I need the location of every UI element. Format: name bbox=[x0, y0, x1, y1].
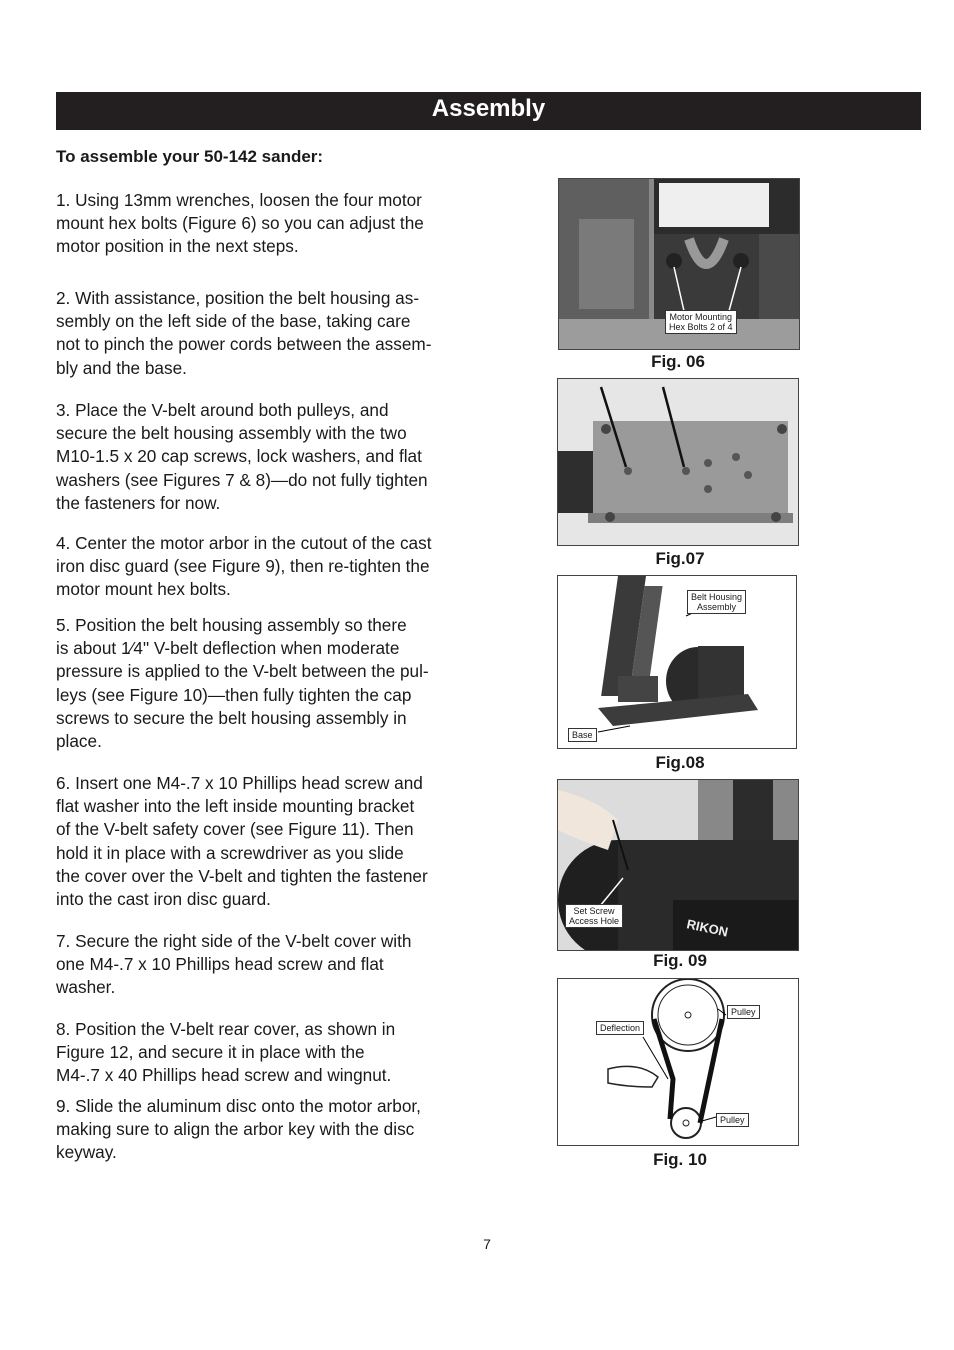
figure-06-photo bbox=[558, 178, 800, 350]
figure-09-photo bbox=[557, 779, 799, 951]
step-4: 4. Center the motor arbor in the cutout of the cast iron disc guard (see Figure 9), then re-tighten the motor mount hex bolts. bbox=[56, 533, 432, 600]
section-title-banner: Assembly bbox=[56, 92, 921, 130]
sander-assembly-illustration bbox=[558, 576, 796, 748]
figure-07-photo bbox=[557, 378, 799, 546]
callout-set-screw: Set Screw Access Hole bbox=[565, 904, 623, 928]
step-6: 6. Insert one M4-.7 x 10 Phillips head screw and flat washer into the left inside mounting bracket of the V-belt safety cover (see Figure 11). Then hold it in place with a screwdriver as you slide the cover over the V-belt and tighten the fastener into the cast iron disc guard. bbox=[56, 773, 428, 910]
figure-09-caption: Fig. 09 bbox=[653, 951, 707, 970]
figure-07-caption: Fig.07 bbox=[655, 549, 705, 568]
figure-06-caption: Fig. 06 bbox=[651, 352, 705, 371]
callout-base: Base bbox=[568, 728, 597, 742]
step-7: 7. Secure the right side of the V-belt cover with one M4-.7 x 10 Phillips head screw and flat washer. bbox=[56, 931, 412, 998]
step-1: 1. Using 13mm wrenches, loosen the four motor mount hex bolts (Figure 6) so you can adjust the motor position in the next steps. bbox=[56, 190, 424, 257]
step-5: 5. Position the belt housing assembly so there is about 1⁄4" V-belt deflection when moderate pressure is applied to the V-belt between the pul- leys (see Figure 10)—then fully tighten the cap screws to secure the belt housing assembly in place. bbox=[56, 615, 429, 752]
step-8: 8. Position the V-belt rear cover, as shown in Figure 12, and secure it in place with the M4-.7 x 40 Phillips head screw and wingnut. bbox=[56, 1019, 396, 1086]
step-2: 2. With assistance, position the belt housing as- sembly on the left side of the base, taking care not to pinch the power cords between the assem- bly and the base. bbox=[56, 288, 432, 378]
figure-08-caption: Fig.08 bbox=[655, 753, 705, 772]
rikon-brand-text: RIKON bbox=[685, 916, 730, 940]
callout-deflection: Deflection bbox=[596, 1021, 644, 1035]
callout-pulley-bottom: Pulley bbox=[716, 1113, 749, 1127]
figure-08-photo bbox=[557, 575, 797, 749]
intro-heading: To assemble your 50-142 sander: bbox=[56, 147, 324, 166]
page-number: 7 bbox=[483, 1236, 491, 1252]
callout-belt-housing: Belt Housing Assembly bbox=[687, 590, 746, 614]
callout-motor-mount-bolts: Motor Mounting Hex Bolts 2 of 4 bbox=[665, 310, 737, 334]
step-3: 3. Place the V-belt around both pulleys, and secure the belt housing assembly with the two M10-1.5 x 20 cap screws, lock washers, and flat washers (see Figures 7 & 8)—do not fully tighten the fasteners for now. bbox=[56, 400, 428, 513]
pulley-deflection-diagram bbox=[558, 979, 798, 1145]
step-9: 9. Slide the aluminum disc onto the motor arbor, making sure to align the arbor key with the disc keyway. bbox=[56, 1096, 421, 1163]
callout-pulley-top: Pulley bbox=[727, 1005, 760, 1019]
figure-10-diagram bbox=[557, 978, 799, 1146]
base-plate-illustration bbox=[558, 379, 798, 545]
figure-10-caption: Fig. 10 bbox=[653, 1150, 707, 1169]
